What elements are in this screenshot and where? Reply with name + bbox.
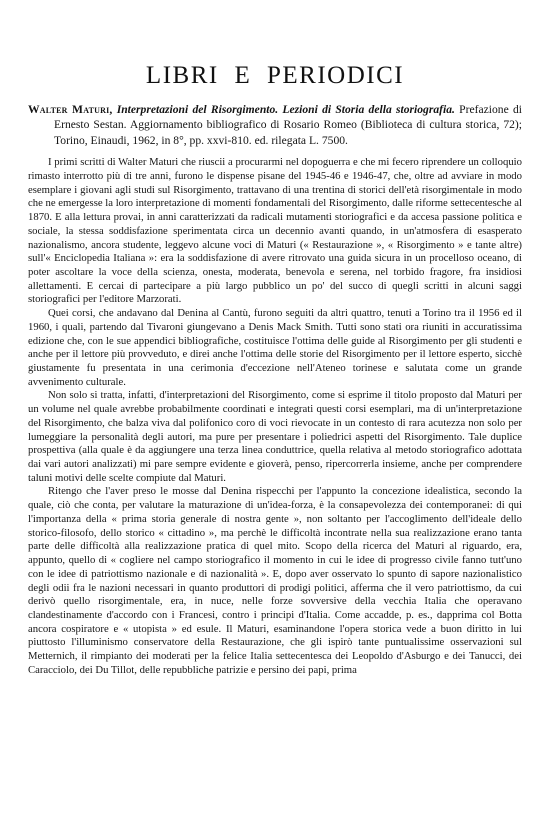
document-page: [28, 0, 522, 832]
citation-details: Prefazione di Ernesto Sestan. Aggiornamento bibliografico di Rosario Romeo (Biblioteca di cultura storica, 72); Torino, Einaudi, 1962, in 8°, pp. xxvi-810. ed. rilegata L. 7500.: [54, 103, 522, 147]
citation-title: Interpretazioni del Risorgimento. Lezioni di Storia della storiografia.: [116, 103, 455, 116]
review-body: [28, 156, 522, 677]
citation-author: Walter Maturi,: [28, 103, 113, 116]
section-title: LIBRI E PERIODICI: [145, 62, 405, 89]
book-citation: [28, 102, 522, 148]
paragraph-4: Ritengo che l'aver preso le mosse dal Denina rispecchi per l'appunto la concezione idealistica, secondo la quale, ciò che conta, per valutare la maturazione di un'idea-forza, è la consapevolezza dei contemporanei: di qui l'importanza della « prima storia generale di nostra gente », non soltanto per l'accoglimento dell'ideale dello storico-filosofo, dello storico « cittadino », ma perchè le difficoltà incontrate nella sua realizzazione erano tanta parte delle difficoltà alla realizzazione pratica di quel mito. Scopo della ricerca del Maturi al riguardo, era, appunto, quello di « cogliere nel campo storiografico il momento in cui le idee di progresso civile fanno tutt'uno con le idee di patriottismo nazionale e di nazionalità ». E, dopo aver osservato lo spunto di sapore nazionalistico degli odii fra le nazioni necessari in quanto produttori di prodigi politici, afferma che il vero patriottismo, da cui derivò quello risorgimentale, era, in nuce, nelle forze sovversive della vecchia Italia che operavano clandestinamente d'accordo con i Francesi, contro i principi d'Italia. Come accadde, p. es., dapprima col Botta ancora cospiratore e « utopista » ed esule. Il Maturi, esaminandone l'opera storica vede a buon diritto in lui piuttosto l'illuminismo conservatore della Restaurazione, che gli ispirò tante puntualissime osservazioni sul Metternich, il rimpianto dei moderati per la felice Italia settecentesca dei Leopoldo d'Asburgo e dei Tanucci, dei Caracciolo, dei Du Tillot, delle repubbliche patrizie e persino dei papi, prima: [28, 485, 522, 676]
paragraph-3: Non solo si tratta, infatti, d'interpretazioni del Risorgimento, come si esprime il titolo proposto dal Maturi per un volume nel quale avrebbe probabilmente coordinati e integrati questi corsi esemplari, ma di un'interpretazione del Risorgimento, che balza viva dal polifonico coro di voci rievocate in un contesto di rara acutezza non solo per lumeggiare la personalità degli autori, ma pure per presentare i poliedrici aspetti del Risorgimento. Tale duplice prospettiva (alla quale è da aggiungere una terza linea conduttrice, quella relativa al metodo storiografico adottata dai vari autori analizzati) mi pare sempre evidente e gioverà, penso, ripercorrerla insieme, anche per comprendere taluni motivi delle scelte compiute dal Maturi.: [28, 389, 522, 484]
paragraph-2: Quei corsi, che andavano dal Denina al Cantù, furono seguiti da altri quattro, tenuti a Torino tra il 1956 ed il 1960, i quali, partendo dal Tivaroni giungevano a Denis Mack Smith. Tutti sono stati ora riuniti in accuratissima edizione che, con le sue appendici bibliografiche, costituisce l'ottima delle guide al Risorgimento per gli studenti e anche per il lettore più provveduto, e direi anche l'ottima delle storie del Risorgimento per il lettore esperto, sicchè giustamente fu presentata in una cerimonia d'eccezione nell'Ateneo torinese e salutata come un grande avvenimento culturale.: [28, 307, 522, 388]
paragraph-1: I primi scritti di Walter Maturi che riuscii a procurarmi nel dopoguerra e che mi fecero riprendere un colloquio rimasto interrotto più di tre anni, furono le dispense pisane del 1945-46 e 1946-47, che, oltre ad avviare in modo esemplare i giovani agli studi sul Risorgimento, trattavano di una trentina di storici dell'età risorgimentale in modo che ne emergesse la loro interpretazione di momenti fondamentali del Risorgimento, dalle riforme settecentesche al 1870. E alla lettura provai, in anni caratterizzati da radicali mutamenti storiografici e da accesa passione politica e sociale, la stessa soddisfazione sperimentata circa un decennio avanti quando, in un'atmosfera di esasperato nazionalismo, ancora studente, leggevo alcune voci di Maturi (« Restaurazione », « Risorgimento » e tante altre) sull'« Enciclopedia Italiana »: era la soddisfazione di avere ritrovato una guida sicura in un procelloso oceano, di poter ascoltare la voce della scienza, onesta, moderata, benevola e serena, nel torbido fragore, fra insidiosi allettamenti. E cercai di partecipare a più largo pubblico un po' del succo di quegli scritti in alcuni saggi storiografici per l'editore Marzorati.: [28, 156, 522, 306]
